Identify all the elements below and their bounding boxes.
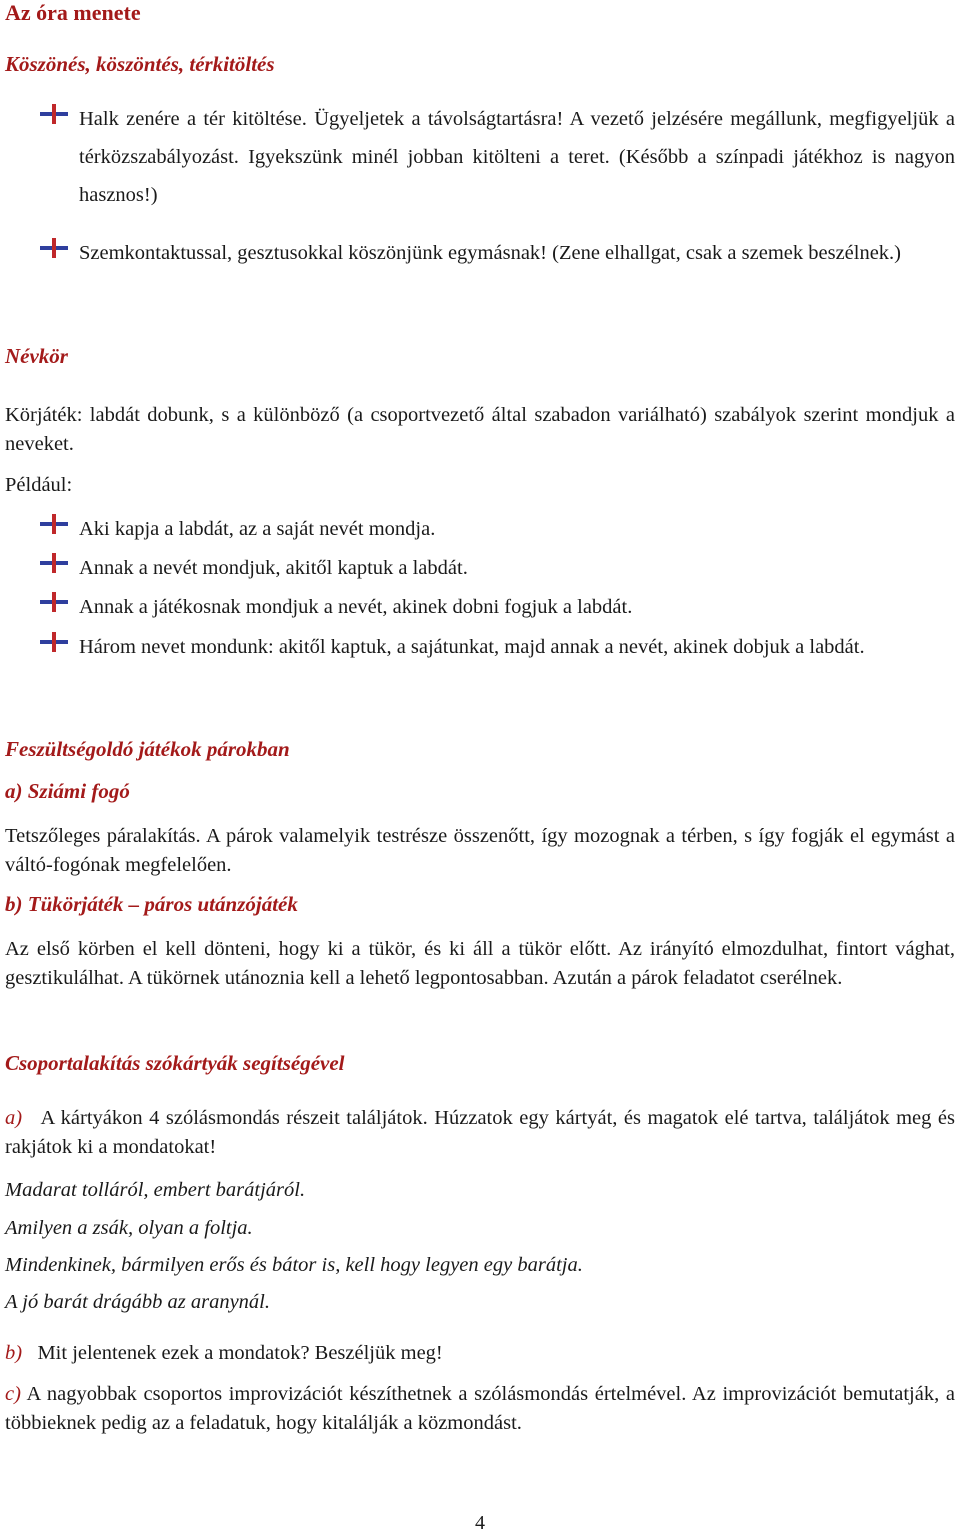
paragraph: Az első körben el kell dönteni, hogy ki a tükör, és ki áll a tükör előtt. Az irányító elmozdulhat, fintort vághat, gesztikulálhat. A tükörnek utánoznia kell a lehető legpontosabban. Azután a párok feladatot cserélnek.	[5, 938, 955, 989]
proverb: A jó barát drágább az aranynál.	[5, 1291, 270, 1313]
section-heading-namecircle: Névkör	[5, 344, 68, 368]
list-item: Aki kapja a labdát, az a saját nevét mondja.	[40, 510, 955, 548]
subheading-b: b) Tükörjáték – páros utánzójáték	[5, 892, 298, 916]
item-label-c: c)	[5, 1383, 21, 1405]
paragraph: Tetszőleges páralakítás. A párok valamelyik testrésze összenőtt, így mozognak a térben, s így fogják el egymást a váltó-fogónak megfelelően.	[5, 825, 955, 876]
bullet-plus-icon	[40, 632, 68, 652]
page-number: 4	[475, 1512, 485, 1534]
proverb: Madarat tolláról, embert barátjáról.	[5, 1179, 306, 1201]
section-heading-pairs: Feszültségoldó játékok párokban	[5, 737, 290, 761]
example-label: Például:	[5, 474, 73, 496]
page-title: Az óra menete	[5, 0, 141, 25]
list-item: Annak a játékosnak mondjuk a nevét, akinek dobni fogjuk a labdát.	[40, 588, 955, 626]
bullet-plus-icon	[40, 104, 68, 124]
item-label-b: b)	[5, 1342, 23, 1364]
list-item: Három nevet mondunk: akitől kaptuk, a sajátunkat, majd annak a nevét, akinek dobjuk a labdát.	[40, 628, 955, 666]
section-heading-groups: Csoportalakítás szókártyák segítségével	[5, 1051, 345, 1075]
subheading-a: a) Sziámi fogó	[5, 779, 130, 803]
section-heading-greeting: Köszönés, köszöntés, térkitöltés	[5, 52, 275, 76]
bullet-plus-icon	[40, 238, 68, 258]
proverb: Amilyen a zsák, olyan a foltja.	[5, 1217, 253, 1239]
paragraph: Körjáték: labdát dobunk, s a különböző (a csoportvezető által szabadon variálható) szabályok szerint mondjuk a neveket.	[5, 404, 955, 455]
paragraph: a) A kártyákon 4 szólásmondás részeit találjátok. Húzzatok egy kártyát, és magatok elé tartva, találjátok meg és rakjátok ki a mondatokat!	[5, 1107, 955, 1158]
item-label-a: a)	[5, 1107, 23, 1129]
proverb: Mindenkinek, bármilyen erős és bátor is, kell hogy legyen egy barátja.	[5, 1254, 583, 1276]
paragraph: b) Mit jelentenek ezek a mondatok? Beszéljük meg!	[5, 1342, 443, 1364]
bullet-plus-icon	[40, 514, 68, 534]
paragraph: c) A nagyobbak csoportos improvizációt készíthetnek a szólásmondás értelmével. Az improvizációt bemutatják, a többieknek pedig az a feladatuk, hogy kitalálják a közmondást.	[5, 1383, 955, 1434]
bullet-plus-icon	[40, 553, 68, 573]
list-item: Halk zenére a tér kitöltése. Ügyeljetek a távolságtartásra! A vezető jelzésére megállunk, megfigyeljük a térközszabályozást. Igyekszünk minél jobban kitölteni a teret. (Később a színpadi játékhoz is nagyon hasznos!)	[40, 100, 955, 214]
list-item: Annak a nevét mondjuk, akitől kaptuk a labdát.	[40, 549, 955, 587]
bullet-plus-icon	[40, 592, 68, 612]
list-item: Szemkontaktussal, gesztusokkal köszönjünk egymásnak! (Zene elhallgat, csak a szemek beszélnek.)	[40, 234, 955, 272]
